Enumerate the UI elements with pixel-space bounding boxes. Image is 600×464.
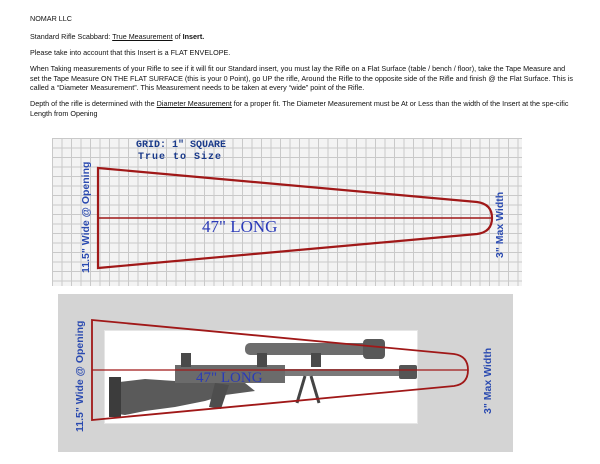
- depth-underlined: Diameter Measurement: [156, 99, 232, 108]
- company-name: NOMAR LLC: [30, 14, 72, 23]
- envelope-outline-photo: [58, 294, 513, 452]
- rifle-fit-figure: [58, 294, 513, 452]
- subject-bold: Insert.: [182, 32, 205, 41]
- opening-width-label: 11.5" Wide @ Opening: [80, 161, 92, 273]
- depth-prefix: Depth of the rifle is determined with the: [30, 99, 157, 108]
- subject-line: [30, 32, 204, 41]
- subject-mid: of: [172, 32, 183, 41]
- max-width-label: 3" Max Width: [482, 347, 494, 414]
- subject-underlined: True Measurement: [112, 32, 173, 41]
- subject-prefix: Standard Rifle Scabbard:: [30, 32, 113, 41]
- instructions-paragraph: When Taking measurements of your Rifle to see if it will fit our Standard insert, you must lay the Rifle on a Flat Surface (table / bench / floor), take the Tape Measure and set the Tape Measure ON THE FLAT SURFACE (this is your 0 Point), go UP the rifle, Around the Rifle to the opposite side of the Rifle and finish @ the Flat Surface. This is called a “Diameter Measurement”. This Measurement needs to be taken at every “wide” point of the Rifle.: [30, 64, 574, 92]
- envelope-outline-grid: [52, 138, 522, 286]
- grid-template-figure: [52, 138, 522, 286]
- length-label: 47" LONG: [202, 217, 278, 236]
- opening-width-label: 11.5" Wide @ Opening: [74, 320, 86, 432]
- max-width-label: 3" Max Width: [494, 191, 506, 258]
- depth-suffix: for a proper fit. The Diameter Measurement must be At or Less than the width of the Insert at the spe-cific Length from Opening: [30, 99, 569, 118]
- depth-paragraph: [30, 99, 575, 118]
- true-size-label: True to Size: [138, 152, 223, 163]
- grid-scale-label: GRID: 1" SQUARE: [136, 140, 227, 151]
- length-label: 47" LONG: [196, 370, 263, 386]
- flat-envelope-notice: Please take into account that this Insert is a FLAT ENVELOPE.: [30, 48, 231, 57]
